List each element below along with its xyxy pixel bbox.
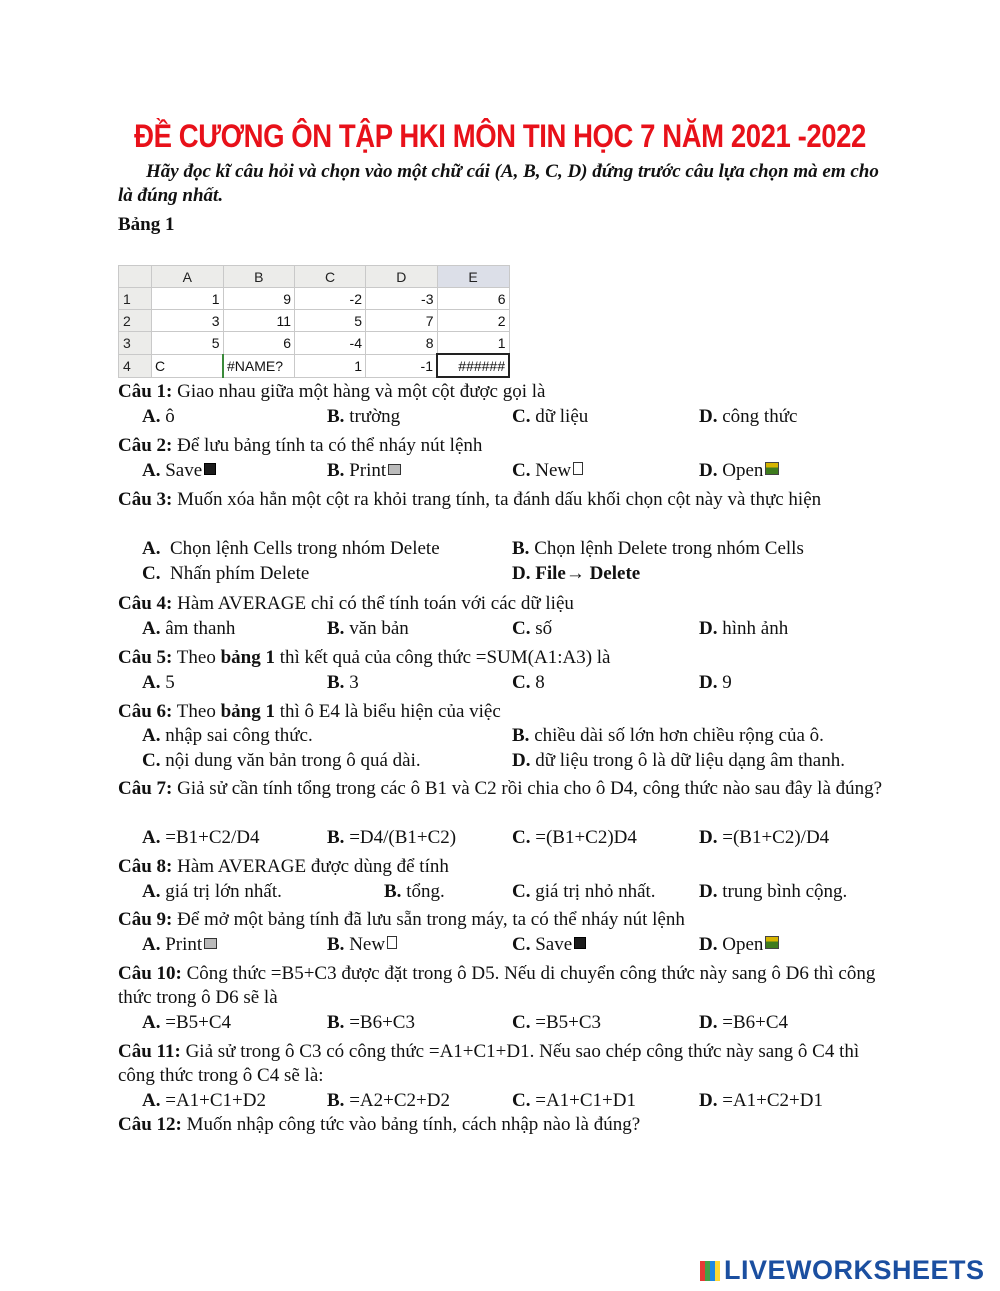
answer-d[interactable]: D. trung bình cộng. — [699, 881, 848, 902]
question-10: Câu 10: Công thức =B5+C3 được đặt trong ô D5. Nếu di chuyển công thức này sang ô D6 thì công thức trong ô D6 sẽ là — [118, 963, 876, 1008]
question-3: Câu 3: Muốn xóa hẳn một cột ra khỏi trang tính, ta đánh dấu khối chọn cột này và thực hiện — [118, 489, 822, 510]
answer-c[interactable]: C. New — [512, 459, 583, 483]
question-8: Câu 8: Hàm AVERAGE được dùng để tính — [118, 856, 449, 877]
row-header: 2 — [119, 310, 152, 332]
cell: 1 — [152, 288, 224, 310]
question-12: Câu 12: Muốn nhập công tức vào bảng tính, cách nhập nào là đúng? — [118, 1114, 641, 1135]
cell: 8 — [366, 332, 438, 355]
cell: 6 — [223, 332, 295, 355]
cell: 3 — [152, 310, 224, 332]
cell: 1 — [295, 354, 366, 377]
answer-c[interactable]: C. số — [512, 618, 553, 639]
question-2: Câu 2: Để lưu bảng tính ta có thể nháy nút lệnh — [118, 435, 483, 456]
answer-a[interactable]: A. =B1+C2/D4 — [142, 827, 260, 848]
answer-b[interactable]: B. =A2+C2+D2 — [327, 1090, 450, 1111]
answer-c[interactable]: C. 8 — [512, 672, 545, 693]
answer-c[interactable]: C. =B5+C3 — [512, 1012, 602, 1033]
answer-c[interactable]: C. =A1+C1+D1 — [512, 1090, 636, 1111]
answer-a[interactable]: A. 5 — [142, 672, 175, 693]
question-5: Câu 5: Theo bảng 1 thì kết quả của công thức =SUM(A1:A3) là — [118, 647, 611, 668]
question-4: Câu 4: Hàm AVERAGE chỉ có thể tính toán với các dữ liệu — [118, 593, 574, 614]
column-header: C — [295, 266, 366, 288]
answer-c[interactable]: C. nội dung văn bản trong ô quá dài. — [142, 750, 421, 771]
cell: -1 — [366, 354, 438, 377]
answer-d[interactable]: D. File→ Delete — [512, 563, 641, 584]
question-7: Câu 7: Giả sử cần tính tổng trong các ô B1 và C2 rồi chia cho ô D4, công thức nào sau đây là đúng? — [118, 778, 883, 799]
cell: 5 — [295, 310, 366, 332]
new-file-icon — [573, 462, 583, 475]
answer-b[interactable]: B. Chọn lệnh Delete trong nhóm Cells — [512, 538, 804, 559]
answer-b[interactable]: B. Print — [327, 459, 401, 483]
answer-d[interactable]: D. công thức — [699, 406, 798, 427]
answer-d[interactable]: D. Open — [699, 933, 779, 957]
question-11: Câu 11: Giả sử trong ô C3 có công thức =A1+C1+D1. Nếu sao chép công thức này sang ô C4 thì công thức trong ô C4 sẽ là: — [118, 1041, 860, 1086]
cell: 6 — [437, 288, 509, 310]
row-header: 1 — [119, 288, 152, 310]
answer-b[interactable]: B. chiều dài số lớn hơn chiều rộng của ô. — [512, 725, 824, 746]
answer-b[interactable]: B. =B6+C3 — [327, 1012, 415, 1033]
cell: C — [152, 354, 224, 377]
cell: 9 — [223, 288, 295, 310]
cell: -2 — [295, 288, 366, 310]
cell: 2 — [437, 310, 509, 332]
answer-d[interactable]: D. Open — [699, 459, 779, 483]
open-folder-icon — [765, 462, 779, 475]
cell: 5 — [152, 332, 224, 355]
answer-b[interactable]: B. văn bản — [327, 618, 409, 639]
column-header: A — [152, 266, 224, 288]
save-icon — [574, 937, 586, 949]
column-header-selected: E — [437, 266, 509, 288]
answer-a[interactable]: A. Chọn lệnh Cells trong nhóm Delete — [142, 538, 440, 559]
answer-a[interactable]: A. nhập sai công thức. — [142, 725, 313, 746]
cell: -4 — [295, 332, 366, 355]
cell: 7 — [366, 310, 438, 332]
answer-c[interactable]: C. dữ liệu — [512, 406, 589, 427]
question-9: Câu 9: Để mở một bảng tính đã lưu sẵn trong máy, ta có thể nháy nút lệnh — [118, 909, 685, 930]
table-label: Bảng 1 — [118, 214, 175, 235]
answer-b[interactable]: B. 3 — [327, 672, 359, 693]
answer-a[interactable]: A. giá trị lớn nhất. — [142, 881, 282, 902]
cell-error: #NAME? — [223, 354, 295, 377]
answer-c[interactable]: C. Nhấn phím Delete — [142, 563, 310, 584]
answer-d[interactable]: D. =B6+C4 — [699, 1012, 789, 1033]
answer-a[interactable]: A. Save — [142, 459, 216, 483]
answer-b[interactable]: B. tổng. — [384, 881, 445, 902]
save-icon — [204, 463, 216, 475]
answer-a[interactable]: A. =A1+C1+D2 — [142, 1090, 266, 1111]
question-6: Câu 6: Theo bảng 1 thì ô E4 là biểu hiện của việc — [118, 701, 501, 722]
column-header: D — [366, 266, 438, 288]
cell: 11 — [223, 310, 295, 332]
cell-overflow: ###### — [437, 354, 509, 377]
answer-b[interactable]: B. trường — [327, 406, 401, 427]
logo-icon — [700, 1261, 720, 1281]
answer-d[interactable]: D. =A1+C2+D1 — [699, 1090, 823, 1111]
answer-c[interactable]: C. giá trị nhỏ nhất. — [512, 881, 656, 902]
spreadsheet-table — [118, 265, 510, 378]
answer-a[interactable]: A. âm thanh — [142, 618, 236, 639]
answer-d[interactable]: D. hình ảnh — [699, 618, 789, 639]
liveworksheets-logo: LIVEWORKSHEETS — [700, 1255, 985, 1286]
new-file-icon — [387, 936, 397, 949]
question-1: Câu 1: Giao nhau giữa một hàng và một cột được gọi là — [118, 381, 546, 402]
print-icon — [388, 464, 401, 475]
print-icon — [204, 938, 217, 949]
answer-d[interactable]: D. 9 — [699, 672, 732, 693]
answer-a[interactable]: A. =B5+C4 — [142, 1012, 232, 1033]
row-header: 3 — [119, 332, 152, 355]
instructions: Hãy đọc kĩ câu hỏi và chọn vào một chữ cái (A, B, C, D) đứng trước câu lựa chọn mà em cho là đúng nhất. — [118, 161, 879, 206]
answer-b[interactable]: B. =D4/(B1+C2) — [327, 827, 457, 848]
answer-b[interactable]: B. New — [327, 933, 397, 957]
page-title: ĐỀ CƯƠNG ÔN TẬP HKI MÔN TIN HỌC 7 NĂM 2021 -2022 — [134, 118, 866, 154]
answer-c[interactable]: C. Save — [512, 933, 586, 957]
column-header: B — [223, 266, 295, 288]
cell: 1 — [437, 332, 509, 355]
answer-d[interactable]: D. dữ liệu trong ô là dữ liệu dạng âm thanh. — [512, 750, 845, 771]
open-folder-icon — [765, 936, 779, 949]
answer-c[interactable]: C. =(B1+C2)D4 — [512, 827, 637, 848]
answer-a[interactable]: A. ô — [142, 406, 175, 427]
answer-d[interactable]: D. =(B1+C2)/D4 — [699, 827, 830, 848]
sheet-corner — [119, 266, 152, 288]
cell: -3 — [366, 288, 438, 310]
row-header: 4 — [119, 354, 152, 377]
answer-a[interactable]: A. Print — [142, 933, 217, 957]
